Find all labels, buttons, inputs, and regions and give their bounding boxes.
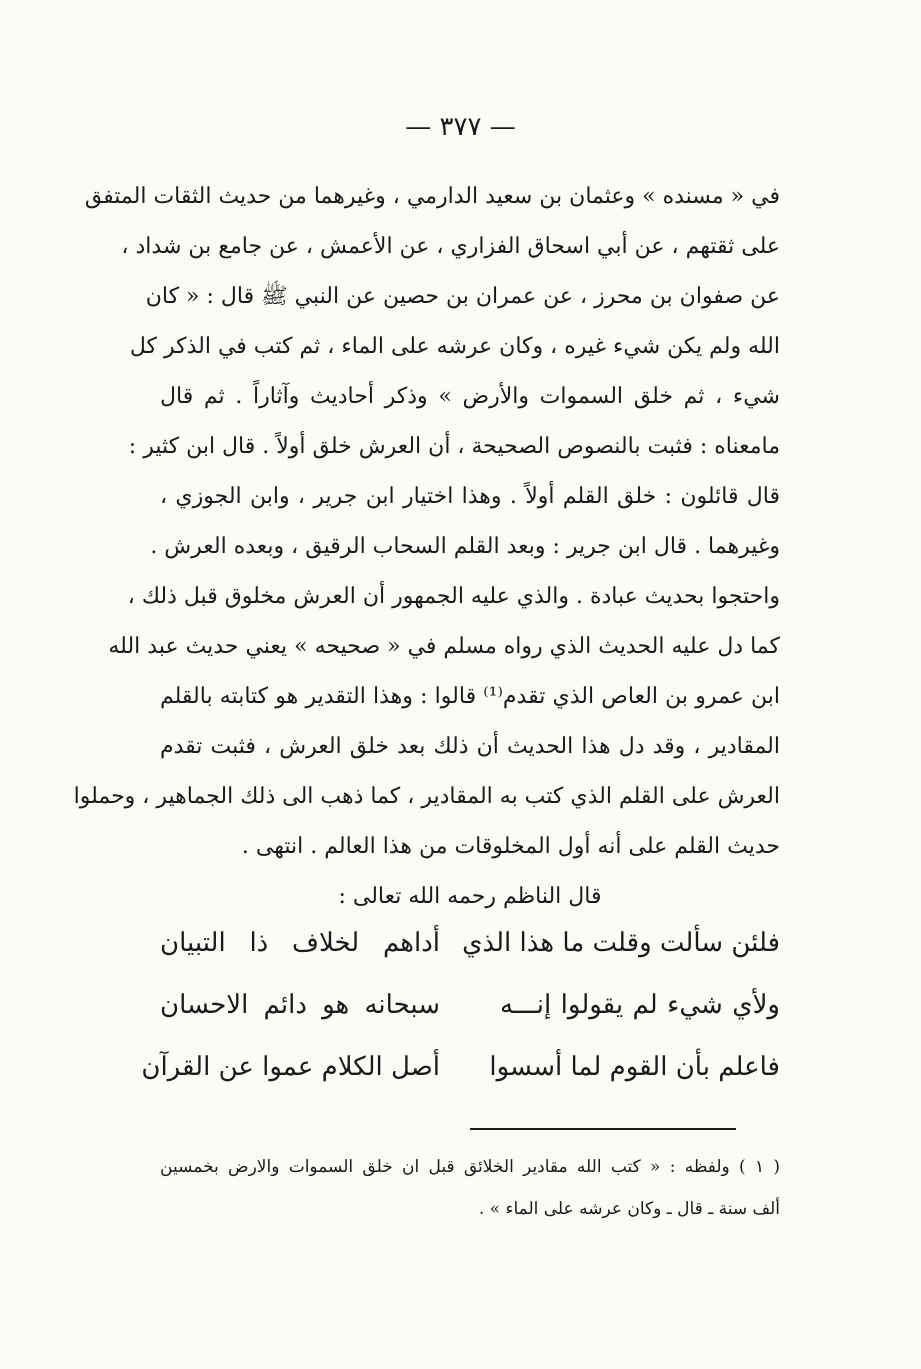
text-line: قال قائلون : خلق القلم أولاً . وهذا اختيار ابن جرير ، وابن الجوزي ، bbox=[160, 484, 780, 509]
text-line: العرش على القلم الذي كتب به المقادير ، كما ذهب الى ذلك الجماهير ، وحملوا bbox=[73, 784, 780, 809]
text-line: الله ولم يكن شيء غيره ، وكان عرشه على الماء ، ثم كتب في الذكر كل bbox=[129, 334, 780, 359]
text-line: وغيرهما . قال ابن جرير : وبعد القلم السحاب الرقيق ، وبعده العرش . bbox=[150, 534, 780, 559]
text-line: المقادير ، وقد دل هذا الحديث أن ذلك بعد خلق العرش ، فثبت تقدم bbox=[160, 734, 780, 759]
text-line: ابن عمرو بن العاص الذي تقدم⁽¹⁾ قالوا : وهذا التقدير هو كتابته بالقلم bbox=[160, 684, 780, 709]
text-line: شيء ، ثم خلق السموات والأرض » وذكر أحاديث وآثاراً . ثم قال bbox=[160, 384, 780, 409]
text-line: مامعناه : فثبت بالنصوص الصحيحة ، أن العرش خلق أولاً . قال ابن كثير : bbox=[128, 434, 780, 459]
verse bbox=[160, 912, 780, 974]
verse-second-hemistich: أصل الكلام عموا عن القرآن bbox=[141, 1052, 440, 1082]
verse-first-hemistich: ولأي شيء لم يقولوا إنـــه bbox=[500, 990, 780, 1020]
text-line: واحتجوا بحديث عبادة . والذي عليه الجمهور أن العرش مخلوق قبل ذلك ، bbox=[127, 584, 780, 609]
text-line: كما دل عليه الحديث الذي رواه مسلم في « صحيحه » يعني حديث عبد الله bbox=[108, 634, 780, 659]
poem bbox=[141, 912, 780, 1098]
verse-first-hemistich: فلئن سألت وقلت ما هذا الذي bbox=[462, 928, 780, 958]
poet-intro: قال الناظم رحمه الله تعالى : bbox=[338, 884, 602, 909]
text-line: حديث القلم على أنه أول المخلوقات من هذا العالم . انتهى . bbox=[241, 834, 780, 859]
footnote-line: ( ١ ) ولفظه : « كتب الله مقادير الخلائق قبل ان خلق السموات والارض بخمسين bbox=[160, 1157, 780, 1177]
footnotes bbox=[160, 1146, 780, 1230]
page-number: — ٣٧٧ — bbox=[405, 112, 516, 142]
footnote-divider bbox=[470, 1128, 736, 1130]
verse-first-hemistich: فاعلم بأن القوم لما أسسوا bbox=[489, 1052, 780, 1082]
text-line: في « مسنده » وعثمان بن سعيد الدارمي ، وغيرهما من حديث الثقات المتفق bbox=[84, 184, 780, 209]
verse-second-hemistich: أداهم لخلاف ذا التبيان bbox=[160, 928, 440, 958]
text-line: عن صفوان بن محرز ، عن عمران بن حصين عن النبي ﷺ قال : « كان bbox=[145, 284, 780, 309]
verse-second-hemistich: سبحانه هو دائم الاحسان bbox=[160, 990, 440, 1020]
verse bbox=[141, 1036, 780, 1098]
verse bbox=[160, 974, 780, 1036]
text-line: على ثقتهم ، عن أبي اسحاق الفزاري ، عن الأعمش ، عن جامع بن شداد ، bbox=[121, 234, 780, 259]
body-text bbox=[73, 172, 780, 922]
footnote-line: ألف سنة ـ قال ـ وكان عرشه على الماء » . bbox=[478, 1199, 780, 1219]
